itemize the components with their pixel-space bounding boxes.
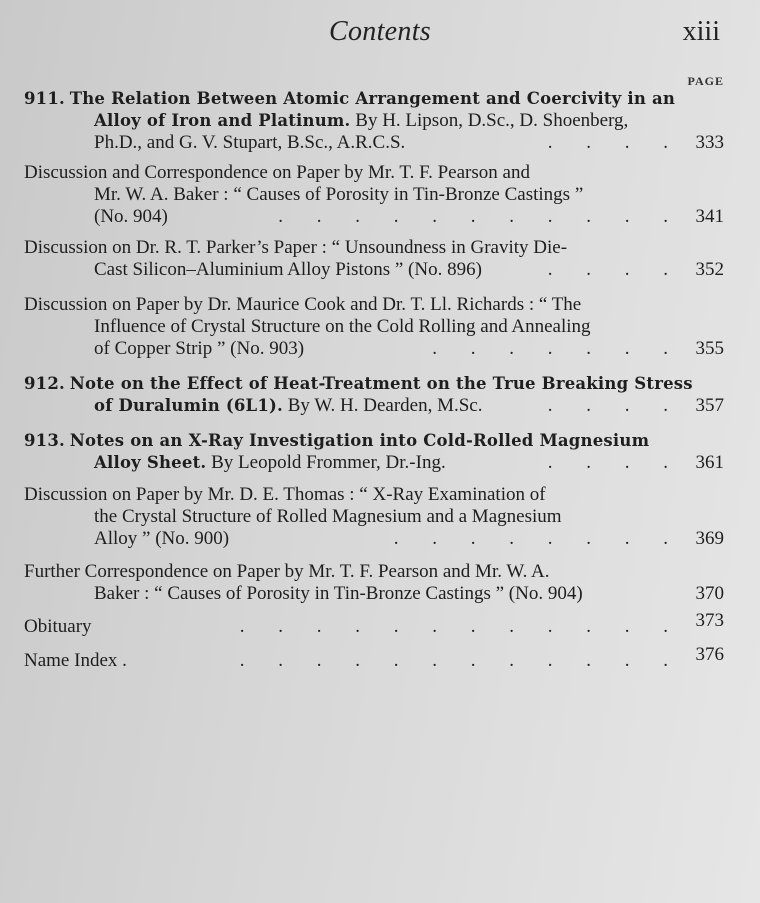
entry-title: the Crystal Structure of Rolled Magnesium and a Magnesium <box>94 506 562 527</box>
entry-title: of Duralumin (6L1). <box>94 396 283 415</box>
entry-title: Discussion on Paper by Dr. Maurice Cook and Dr. T. Ll. Richards : “ The <box>24 294 582 315</box>
page-number[interactable]: 370 <box>695 583 724 604</box>
entry-number: 911. <box>24 89 65 108</box>
dot-leader: . . . . . . . . <box>393 528 668 549</box>
page-number[interactable]: 376 <box>695 644 724 665</box>
toc-entry-line <box>24 110 724 132</box>
entry-authors: By H. Lipson, D.Sc., D. Shoenberg, <box>355 110 629 131</box>
toc-entry-line <box>24 316 724 338</box>
entry-title: Alloy Sheet. <box>94 453 207 472</box>
dot-leader: . . . . . . . . . . . . <box>239 616 668 637</box>
entry-authors: By W. H. Dearden, M.Sc. <box>287 395 483 416</box>
dot-leader: . . . . . . . . . . . <box>278 206 668 227</box>
toc-entry-line <box>24 88 724 110</box>
page-number[interactable]: 361 <box>695 452 724 473</box>
toc-entry-line <box>24 452 724 474</box>
toc-entry-line <box>24 132 724 154</box>
running-head <box>0 14 760 54</box>
toc-entry-name-index[interactable] <box>24 644 724 672</box>
toc-entry-discussion-904[interactable] <box>24 162 724 228</box>
toc-entry-discussion-903[interactable] <box>24 294 724 360</box>
toc-entry-line <box>24 528 724 550</box>
toc-entry-discussion-896[interactable] <box>24 237 724 281</box>
entry-title: The Relation Between Atomic Arrangement and Coercivity in an <box>69 89 676 108</box>
page-number[interactable]: 352 <box>695 259 724 280</box>
toc-entry-line <box>24 184 724 206</box>
toc-entry-line <box>24 259 724 281</box>
entry-title: Further Correspondence on Paper by Mr. T. F. Pearson and Mr. W. A. <box>24 561 550 582</box>
entry-title: Discussion on Paper by Mr. D. E. Thomas : “ X-Ray Examination of <box>24 484 546 505</box>
toc-entry-line <box>24 561 724 583</box>
toc-entry-line <box>24 162 724 184</box>
entry-title: Mr. W. A. Baker : “ Causes of Porosity in Tin-Bronze Castings ” <box>94 184 584 205</box>
entry-title: Influence of Crystal Structure on the Cold Rolling and Annealing <box>94 316 591 337</box>
toc-entry-line <box>24 206 724 228</box>
entry-authors: Ph.D., and G. V. Stupart, B.Sc., A.R.C.S. <box>94 132 406 153</box>
page-number[interactable]: 369 <box>695 528 724 549</box>
page-column-label: PAGE <box>687 74 724 88</box>
entry-title: Cast Silicon–Aluminium Alloy Pistons ” (No. 896) <box>94 259 482 280</box>
page-number[interactable]: 341 <box>695 206 724 227</box>
toc-entry-line <box>24 484 724 506</box>
toc-entry-line <box>24 294 724 316</box>
page-number[interactable]: 355 <box>695 338 724 359</box>
entry-number: 913. <box>24 431 65 450</box>
dot-leader: . . . . . . . . . . . . <box>239 650 668 671</box>
entry-title: (No. 904) <box>94 206 168 227</box>
entry-title: Note on the Effect of Heat-Treatment on the True Breaking Stress <box>69 374 693 393</box>
entry-title: Baker : “ Causes of Porosity in Tin-Bronze Castings ” (No. 904) <box>94 583 583 604</box>
dot-leader: . . . . <box>547 259 668 280</box>
toc-entry-obituary[interactable] <box>24 610 724 638</box>
toc-entry-line <box>24 583 724 605</box>
toc-entry-line <box>24 237 724 259</box>
toc-entry-line <box>24 338 724 360</box>
dot-leader: . . . . <box>547 132 668 153</box>
page-number[interactable]: 357 <box>695 395 724 416</box>
toc-entry-913[interactable] <box>24 430 724 474</box>
toc-entry-line <box>24 395 724 417</box>
toc-entry-line <box>24 610 724 638</box>
toc-entry-912[interactable] <box>24 373 724 417</box>
folio-number: xiii <box>682 16 720 47</box>
page-number[interactable]: 373 <box>695 610 724 631</box>
entry-authors: By Leopold Frommer, Dr.-Ing. <box>211 452 446 473</box>
entry-title: Name Index . <box>24 650 127 671</box>
entry-title: Alloy ” (No. 900) <box>94 528 230 549</box>
toc-entry-line <box>24 644 724 672</box>
toc-entry-line <box>24 373 724 395</box>
dot-leader: . . . . <box>547 452 668 473</box>
entry-title: Obituary <box>24 616 92 637</box>
toc-entry-911[interactable] <box>24 88 724 154</box>
toc-entry-further-correspondence[interactable] <box>24 561 724 605</box>
entry-title: Notes on an X-Ray Investigation into Cold-Rolled Magnesium <box>69 431 650 450</box>
page-title: Contents <box>329 16 431 47</box>
toc-entry-line <box>24 430 724 452</box>
entry-title: Alloy of Iron and Platinum. <box>94 111 351 130</box>
toc-entry-line <box>24 506 724 528</box>
entry-title: Discussion and Correspondence on Paper by Mr. T. F. Pearson and <box>24 162 530 183</box>
entry-title: Discussion on Dr. R. T. Parker’s Paper : “ Unsoundness in Gravity Die- <box>24 237 568 258</box>
page-number[interactable]: 333 <box>695 132 724 153</box>
toc-entry-discussion-900[interactable] <box>24 484 724 550</box>
dot-leader: . . . . . . . <box>432 338 668 359</box>
entry-number: 912. <box>24 374 65 393</box>
dot-leader: . . . . <box>547 395 668 416</box>
entry-title: of Copper Strip ” (No. 903) <box>94 338 305 359</box>
